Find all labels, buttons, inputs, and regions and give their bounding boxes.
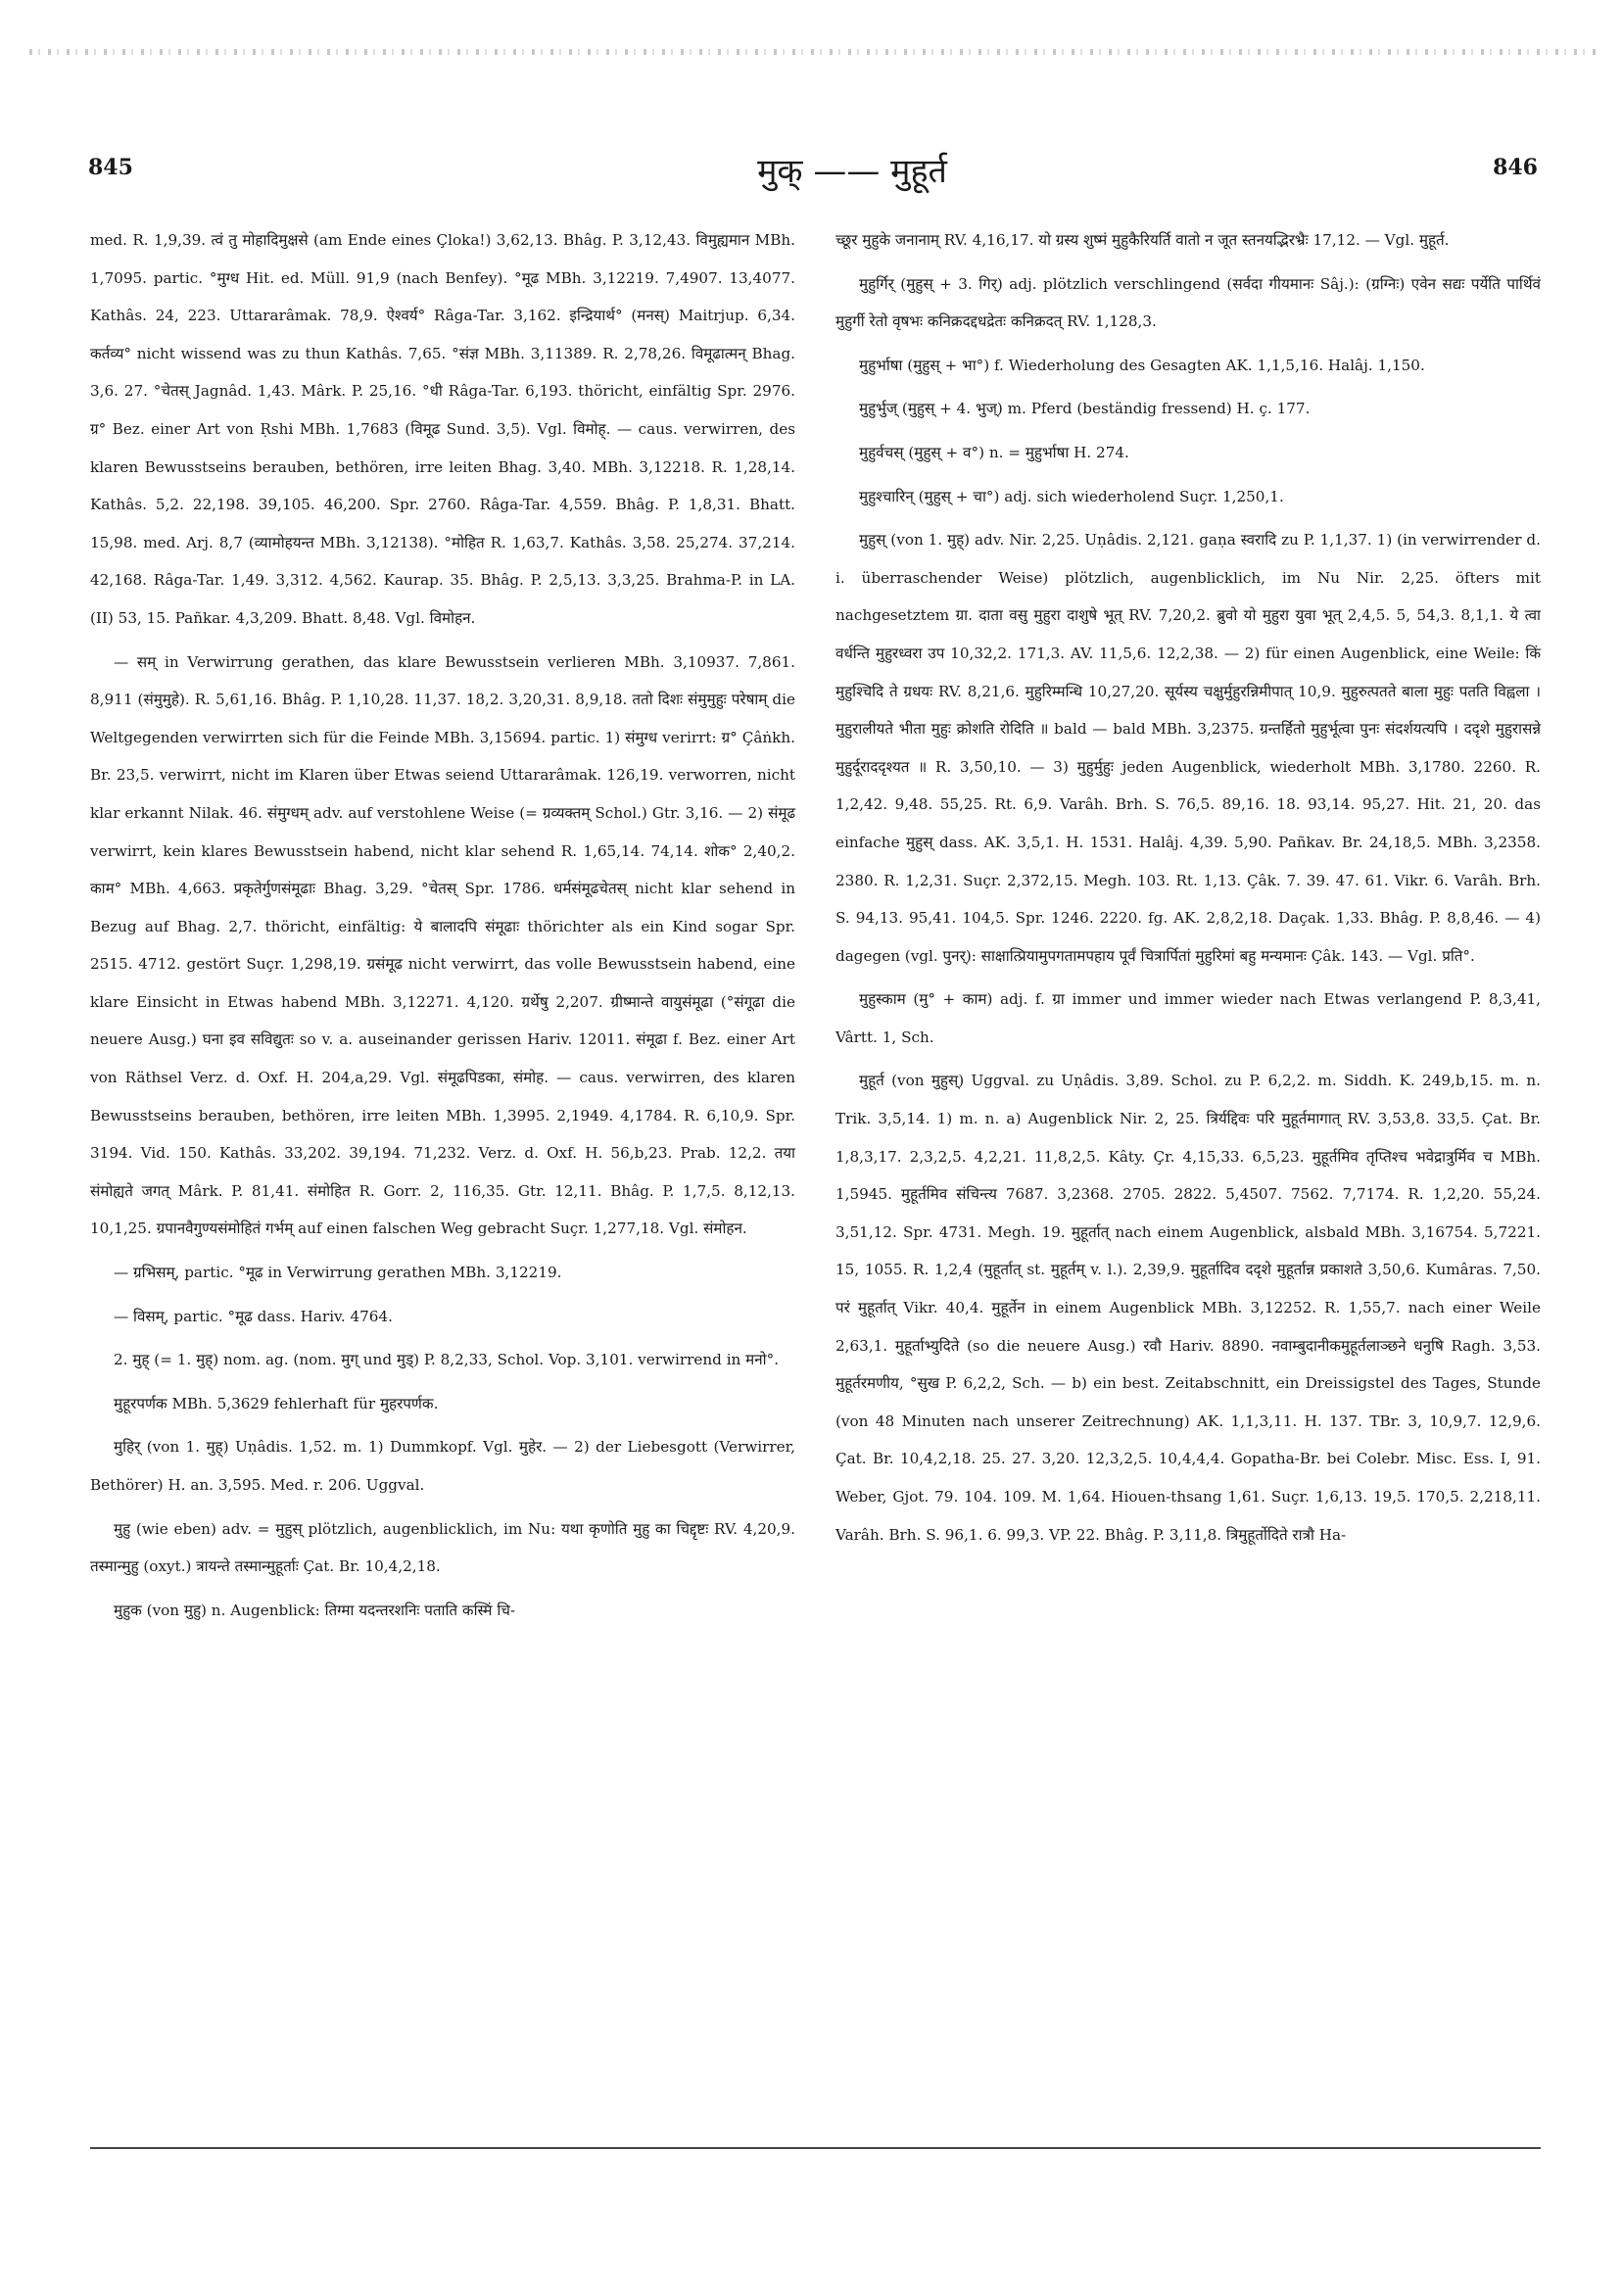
dictionary-entry: मुहुर्भुज् (मुहुस् + 4. भुज्) m. Pferd (beständig fressend) H. ç. 177. xyxy=(859,400,1311,418)
dictionary-entry: — ग्रभिसम्, partic. °मूढ in Verwirrung gerathen MBh. 3,12219. xyxy=(114,1264,562,1282)
dictionary-entry: मुहुश्चारिन् (मुहुस् + चा°) adj. sich wiederholend Suçr. 1,250,1. xyxy=(859,487,1284,505)
dictionary-entry: मुहुर्गिर् (मुहुस् + 3. गिर्) adj. plötzlich verschlingend (सर्वदा गीयमानः Sâj.): (ग्रग्निः) एवेन सद्यः पर्येति पार्थिवं मुहुर्गी रेतो वृषभः कनिक्रदद्दधद्रेतः कनिक्रदत् RV. 1,128,3. xyxy=(835,274,1541,331)
dictionary-entry: मुहुस्काम (मु° + काम) adj. f. ग्रा immer und immer wieder nach Etwas verlangend P. 8,3,41, Vârtt. 1, Sch. xyxy=(835,990,1541,1046)
right-column xyxy=(835,221,1541,1559)
dictionary-entry: मुहूर्त (von मुहुस्) Uggval. zu Uṇâdis. 3,89. Schol. zu P. 6,2,2. m. Siddh. K. 249,b,15. m. n. Trik. 3,5,14. 1) m. n. a) Augenblick Nir. 2, 25. त्रिर्यद्दिवः परि मुहूर्तमागात् RV. 3,53,8. 33,5. Çat. Br. 1,8,3,17. 2,3,2,5. 4,2,21. 11,8,2,5. Kâty. Çr. 4,15,33. 6,5,23. मुहूर्तमिव तृप्तिश्च भवेद्रात्रुर्मिव च MBh. 1,5945. मुहूर्तमिव संचिन्त्य 7687. 3,2368. 2705. 2822. 5,4507. 7562. 7,7174. R. 1,2,20. 55,24. 3,51,12. Spr. 4731. Megh. 19. मुहूर्तात् nach einem Augenblick, alsbald MBh. 3,16754. 5,7221. 15, 1055. R. 1,2,4 (मुहूर्तात् st. मुहूर्तम् v. l.). 2,39,9. मुहूर्तादिव ददृशे मुहूर्तान्न प्रकाशते 3,50,6. Kumâras. 7,50. परं मुहूर्तात् Vikr. 40,4. मुहूर्तेन in einem Augenblick MBh. 3,12252. R. 1,55,7. nach einer Weile 2,63,1. मुहूर्ताभ्युदिते (so die neuere Ausg.) रवौ Hariv. 8890. नवाम्बुदानीकमुहूर्तलाञ्छने धनुषि Ragh. 3,53. मुहूर्तरमणीय, °सुख P. 6,2,2, Sch. — b) ein best. Zeitabschnitt, ein Dreissigstel des Tages, Stunde (von 48 Minuten nach unserer Zeitrechnung) AK. 1,1,3,11. H. 137. TBr. 3, 10,9,7. 12,9,6. Çat. Br. 10,4,2,18. 25. 27. 3,20. 12,3,2,5. 10,4,4,4. Gopatha-Br. bei Colebr. Misc. Ess. I, 91. Weber, Gjot. 79. 104. 109. M. 1,64. Hiouen-thsang 1,61. Suçr. 1,6,13. 19,5. 170,5. 2,218,11. Varâh. Brh. S. 96,1. 6. 99,3. VP. 22. Bhâg. P. 3,11,8. त्रिमुहूर्तोदिते रात्रौ Ha- xyxy=(835,1072,1541,1544)
right-page-number: 846 xyxy=(1493,155,1538,180)
dictionary-entry: 2. मुह् (= 1. मुह्) nom. ag. (nom. मुग् und मुड्) P. 8,2,33, Schol. Vop. 3,101. verwirrend in मनो°. xyxy=(114,1351,780,1369)
footer-rule xyxy=(90,2147,1541,2149)
left-column xyxy=(90,221,795,1635)
dictionary-entry: मुहुस् (von 1. मुह्) adv. Nir. 2,25. Uṇâdis. 2,121. gaṇa स्वरादि zu P. 1,1,37. 1) (in verwirrender d. i. überraschender Weise) plötzlich, augenblicklich, im Nu Nir. 2,25. öfters mit nachgesetztem ग्रा. दाता वसु मुहुरा दाशुषे भूत् RV. 7,20,2. ब्रुवो यो मुहुरा युवा भूत् 2,4,5. 5, 54,3. 8,1,1. ये त्वा वर्धन्ति मुहुरध्वरा उप 10,32,2. 171,3. AV. 11,5,6. 12,2,38. — 2) für einen Augenblick, eine Weile: किं मुहुश्चिदि ते ग्रधयः RV. 8,21,6. मुहुरिम्मन्धि 10,27,20. सूर्यस्य चक्षुर्मुहुरन्निमीपात् 10,9. मुहुरुत्पतते बाला मुहुः पतति विह्वला । मुहुरालीयते भीता मुहुः क्रोशति रोदिति ॥ bald — bald MBh. 3,2375. ग्रन्तर्हितो मुहुर्भूत्वा पुनः संदर्शयत्यपि । ददृशे मुहुरासन्ने मुहुर्दूराददृश्यत ॥ R. 3,50,10. — 3) मुहुर्मुहुः jeden Augenblick, wiederholt MBh. 3,1780. 2260. R. 1,2,42. 9,48. 55,25. Rt. 6,9. Varâh. Brh. S. 76,5. 89,16. 18. 93,14. 95,27. Hit. 21, 20. das einfache मुहुस् dass. AK. 3,5,1. H. 1531. Halâj. 4,39. 5,90. Pañkav. Br. 24,18,5. MBh. 3,2358. 2380. R. 1,2,31. Suçr. 2,372,15. Megh. 103. Rt. 1,13. Çâk. 7. 39. 47. 61. Vikr. 6. Varâh. Brh. S. 94,13. 95,41. 104,5. Spr. 1246. 2220. fg. AK. 2,8,2,18. Daçak. 1,33. Bhâg. P. 8,8,46. — 4) dagegen (vgl. पुनर्): साक्षात्प्रियामुपगतामपहाय पूर्वं चित्रार्पितां मुहुरिमां बहु मन्यमानः Çâk. 143. — Vgl. प्रति°. xyxy=(835,531,1541,965)
dictionary-entry: मुहुर्भाषा (मुहुस् + भा°) f. Wiederholung des Gesagten AK. 1,1,5,16. Halâj. 1,150. xyxy=(859,356,1425,374)
dictionary-entry: — सम् in Verwirrung gerathen, das klare Bewusstsein verlieren MBh. 3,10937. 7,861. 8,911 (संमुमुहे). R. 5,61,16. Bhâg. P. 1,10,28. 11,37. 18,2. 3,20,31. 8,9,18. ततो दिशः संमुमुहुः परेषाम् die Weltgegenden verwirrten sich für die Feinde MBh. 3,15694. partic. 1) संमुग्ध verirrt: ग्र° Çâṅkh. Br. 23,5. verwirrt, nicht im Klaren über Etwas seiend Uttararâmak. 126,19. verworren, nicht klar erkannt Nilak. 46. संमुग्धम् adv. auf verstohlene Weise (= ग्रव्यक्तम् Schol.) Gtr. 3,16. — 2) संमूढ verwirrt, kein klares Bewusstsein habend, nicht klar sehend R. 1,65,14. 74,14. शोक° 2,40,2. काम° MBh. 4,663. प्रकृतेर्गुणसंमूढाः Bhag. 3,29. °चेतस् Spr. 1786. धर्मसंमूढचेतस् nicht klar sehend in Bezug auf Bhag. 2,7. thöricht, einfältig: ये बालादपि संमूढाः thörichter als ein Kind sogar Spr. 2515. 4712. gestört Suçr. 1,298,19. ग्रसंमूढ nicht verwirrt, das volle Bewusstsein habend, eine klare Einsicht in Etwas habend MBh. 3,12271. 4,120. ग्रर्थेषु 2,207. ग्रीष्मान्ते वायुसंमूढा (°संगूढा die neuere Ausg.) घना इव सविद्युतः so v. a. auseinander gerissen Hariv. 12011. संमूढा f. Bez. einer Art von Räthsel Verz. d. Oxf. H. 204,a,29. Vgl. संमूढपिडका, संमोह. — caus. verwirren, des klaren Bewusstseins berauben, bethören, irre leiten MBh. 1,3995. 2,1949. 4,1784. R. 6,10,9. Spr. 3194. Vid. 150. Kathâs. 33,202. 39,194. 71,232. Verz. d. Oxf. H. 56,b,23. Prab. 12,2. तया संमोह्यते जगत् Mârk. P. 81,41. संमोहित R. Gorr. 2, 116,35. Gtr. 12,11. Bhâg. P. 1,7,5. 8,12,13. 10,1,25. ग्रपानवैगुण्यसंमोहितं गर्भम् auf einen falschen Weg gebracht Suçr. 1,277,18. Vgl. संमोहन. xyxy=(90,652,795,1238)
scan-noise-strip xyxy=(29,49,1597,55)
left-page-number: 845 xyxy=(88,155,133,180)
page-header xyxy=(88,147,1538,196)
dictionary-entry: मुहिर् (von 1. मुह्) Uṇâdis. 1,52. m. 1) Dummkopf. Vgl. मुहेर. — 2) der Liebesgott (Verwirrer, Bethörer) H. an. 3,595. Med. r. 206. Uggval. xyxy=(90,1438,795,1494)
dictionary-entry: — विसम्, partic. °मूढ dass. Hariv. 4764. xyxy=(114,1307,393,1325)
dictionary-entry: मुहुक (von मुहु) n. Augenblick: तिग्मा यदन्तरशनिः पताति कस्मिं चि- xyxy=(114,1601,516,1619)
dictionary-entry: med. R. 1,9,39. त्वं तु मोहादिमुक्षसे (am Ende eines Çloka!) 3,62,13. Bhâg. P. 3,12,43. विमुह्यमान MBh. 1,7095. partic. °मुग्ध Hit. ed. Müll. 91,9 (nach Benfey). °मूढ MBh. 3,12219. 7,4907. 13,4077. Kathâs. 24, 223. Uttararâmak. 78,9. ऐश्वर्य° Râga-Tar. 3,162. इन्द्रियार्थ° (मनस्) Maitrjup. 6,34. कर्तव्य° nicht wissend was zu thun Kathâs. 7,65. °संज्ञ MBh. 3,11389. R. 2,78,26. विमूढात्मन् Bhag. 3,6. 27. °चेतस् Jagnâd. 1,43. Mârk. P. 25,16. °धी Râga-Tar. 6,193. thöricht, einfältig Spr. 2976. ग्र° Bez. einer Art von Ṛshi MBh. 1,7683 (विमूढ Sund. 3,5). Vgl. विमोह्. — caus. verwirren, des klaren Bewusstseins berauben, bethören, irre leiten Bhag. 3,40. MBh. 3,12218. R. 1,28,14. Kathâs. 5,2. 22,198. 39,105. 46,200. Spr. 2760. Râga-Tar. 4,559. Bhâg. P. 1,8,31. Bhatt. 15,98. med. Arj. 8,7 (व्यामोहयन्त MBh. 3,12138). °मोहित R. 1,63,7. Kathâs. 3,58. 25,274. 37,214. 42,168. Râga-Tar. 1,49. 3,312. 4,562. Kaurap. 35. Bhâg. P. 2,5,13. 3,3,25. Brahma-P. in LA. (II) 53, 15. Pañkar. 4,3,209. Bhatt. 8,48. Vgl. विमोहन. xyxy=(90,231,795,627)
dictionary-entry: मुहुर्वचस् (मुहुस् + व°) n. = मुहुर्भाषा H. 274. xyxy=(859,443,1129,461)
dictionary-entry: मुहु (wie eben) adv. = मुहुस् plötzlich, augenblicklich, im Nu: यथा कृणोति मुहु का चिद्दृष्टः RV. 4,20,9. तस्मान्मुहु (oxyt.) त्रायन्ते तस्मान्मुहूर्ताः Çat. Br. 10,4,2,18. xyxy=(90,1519,795,1576)
running-title: मुक् —— मुहूर्त xyxy=(757,152,947,191)
dictionary-entry: मुहूरपर्णक MBh. 5,3629 fehlerhaft für मुहरपर्णक. xyxy=(114,1394,439,1412)
dictionary-entry: च्छूर मुहुके जनानाम् RV. 4,16,17. यो ग्रस्य शुष्मं मुहुकैरियर्ति वातो न जूत स्तनयद्भिरभ्रैः 17,12. — Vgl. मुहूर्त. xyxy=(835,231,1450,249)
